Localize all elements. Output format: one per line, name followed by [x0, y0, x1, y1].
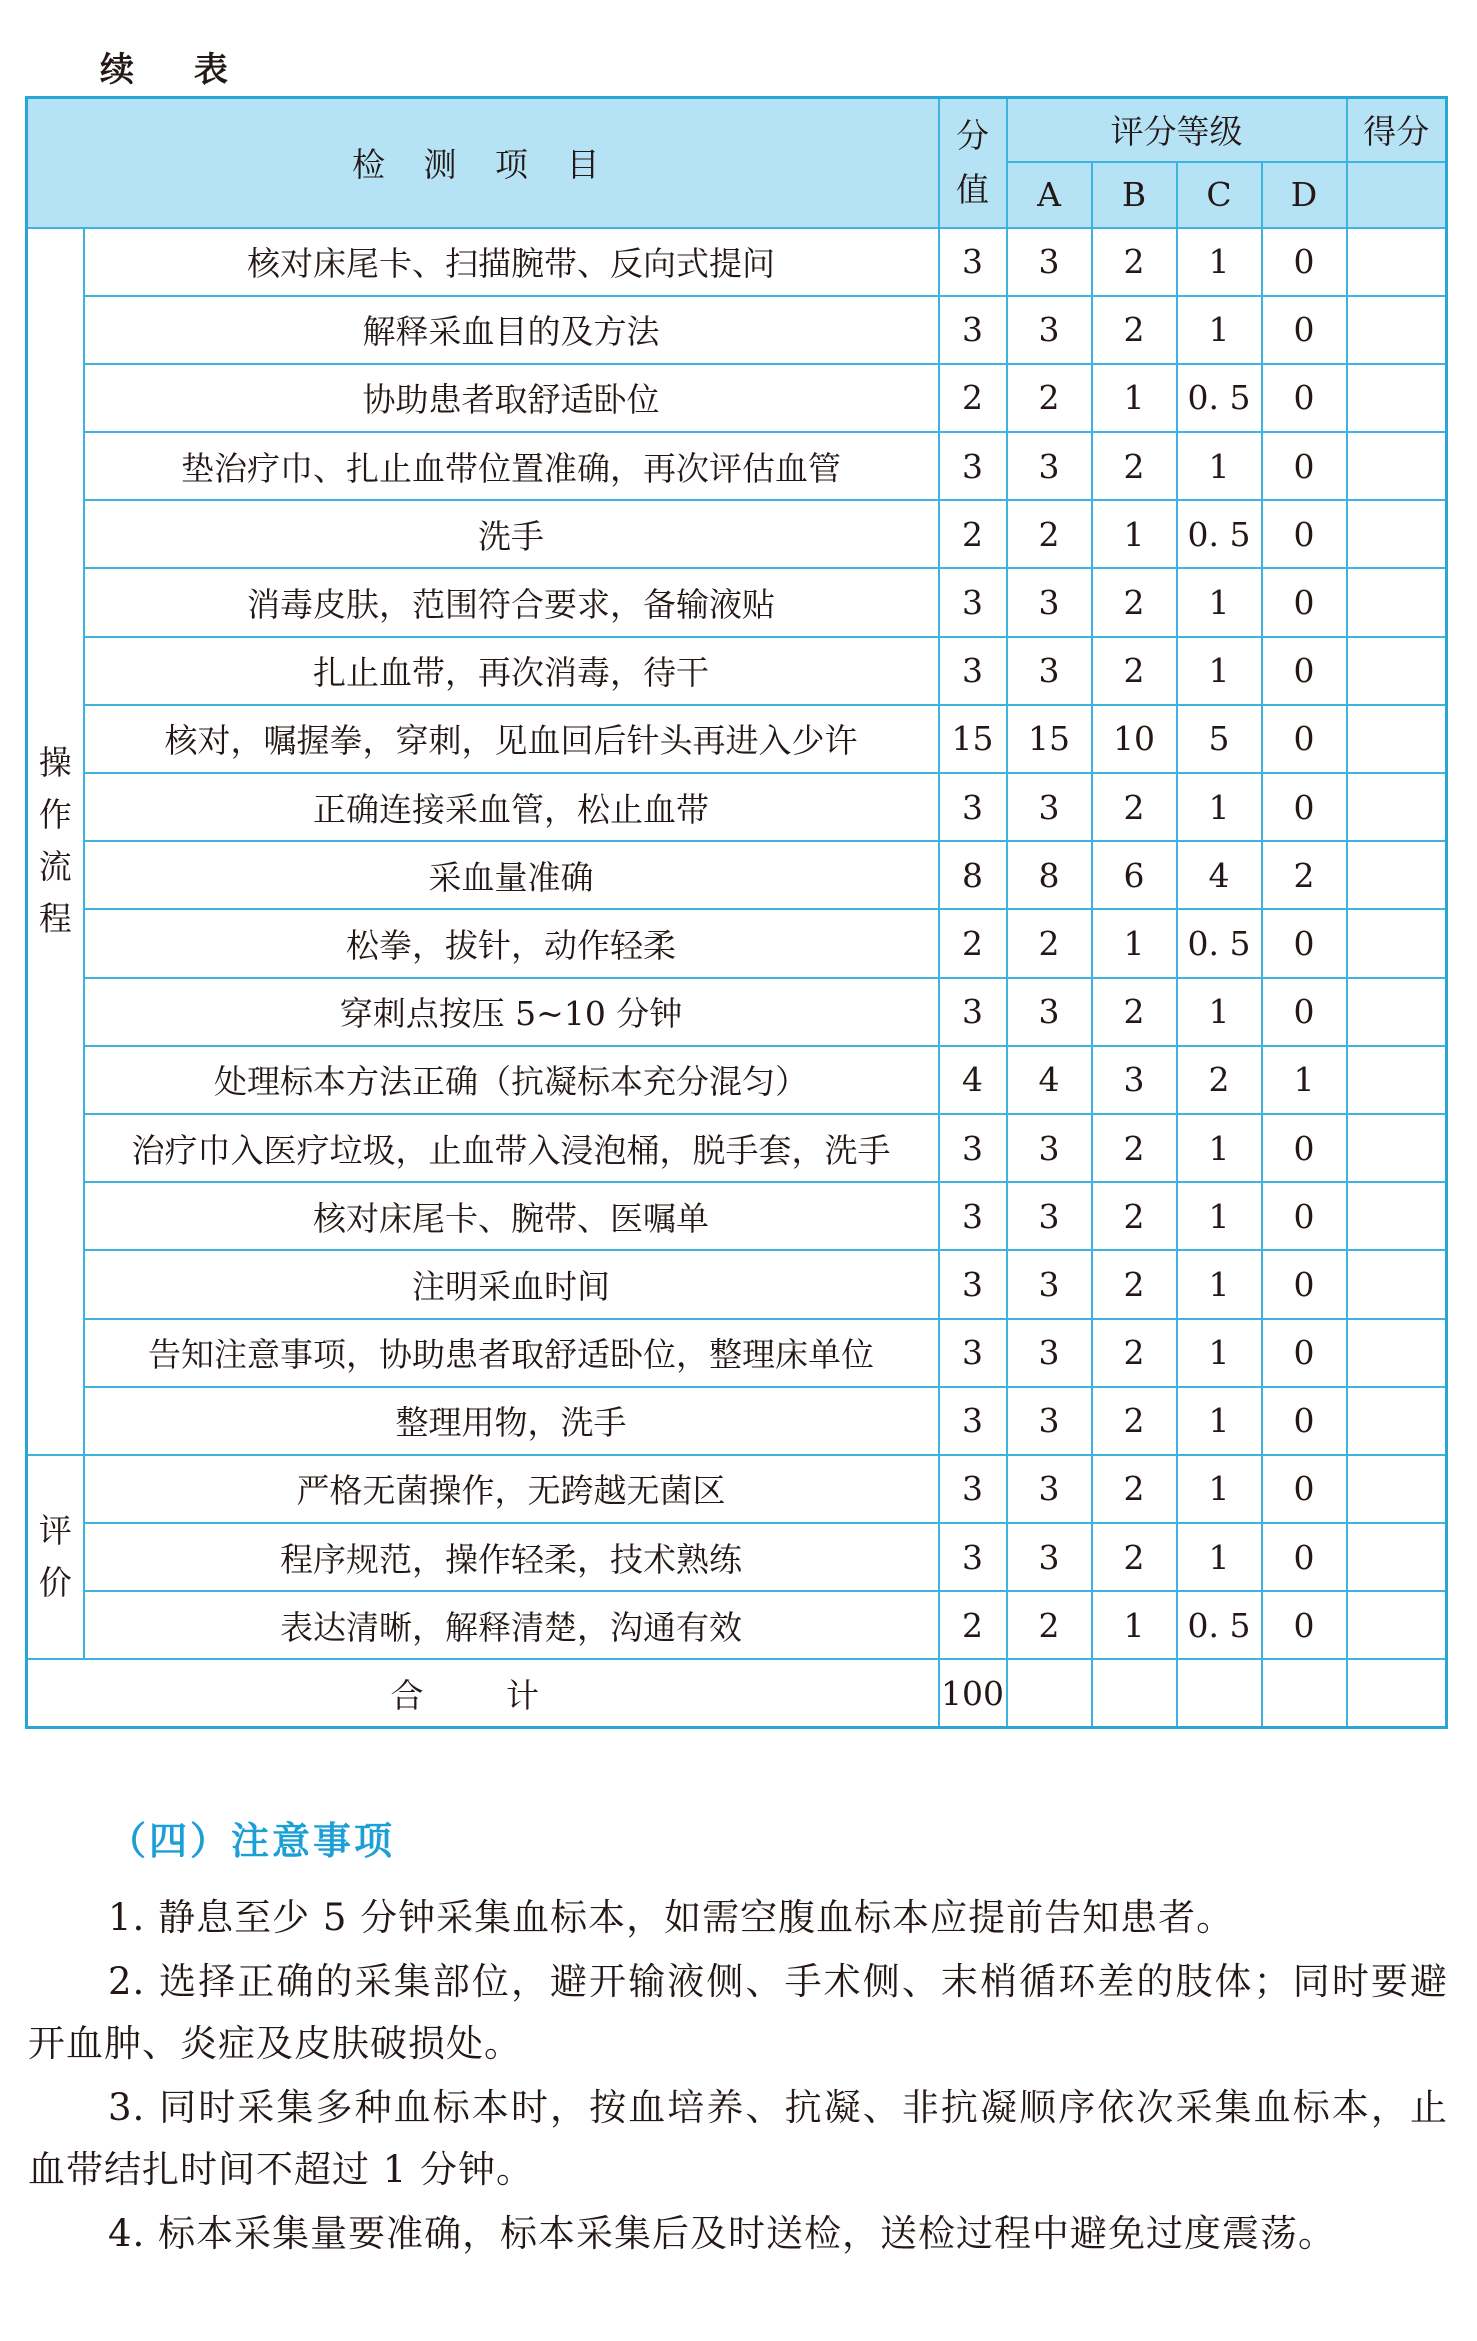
score-cell: [1347, 1387, 1447, 1455]
grade-c-cell: 1: [1177, 773, 1262, 841]
grade-a-cell: 4: [1007, 1046, 1092, 1114]
grade-b-cell: 3: [1092, 1046, 1177, 1114]
score-cell: [1347, 978, 1447, 1046]
grade-b-cell: 6: [1092, 841, 1177, 909]
grade-c-cell: 0. 5: [1177, 1591, 1262, 1659]
grade-d-cell: 0: [1262, 228, 1347, 296]
points-cell: 3: [939, 1182, 1007, 1250]
points-cell: 3: [939, 637, 1007, 705]
score-cell: [1347, 228, 1447, 296]
table-row: [27, 364, 1447, 432]
grade-b-cell: 1: [1092, 500, 1177, 568]
score-cell: [1347, 1523, 1447, 1591]
points-cell: 8: [939, 841, 1007, 909]
grade-d-cell: 0: [1262, 364, 1347, 432]
grade-d-cell: 0: [1262, 1182, 1347, 1250]
item-cell: 治疗巾入医疗垃圾，止血带入浸泡桶，脱手套，洗手: [84, 1114, 939, 1182]
points-cell: 3: [939, 1114, 1007, 1182]
grade-a-cell: 8: [1007, 841, 1092, 909]
grade-a-cell: 3: [1007, 432, 1092, 500]
points-cell: 15: [939, 705, 1007, 773]
grade-a-cell: 2: [1007, 364, 1092, 432]
table-row: [27, 296, 1447, 364]
grade-c-cell: 1: [1177, 978, 1262, 1046]
total-empty-cell: [1007, 1659, 1092, 1727]
points-cell: 3: [939, 1250, 1007, 1318]
table-row: [27, 773, 1447, 841]
grade-d-cell: 1: [1262, 1046, 1347, 1114]
score-cell: [1347, 500, 1447, 568]
grade-b-cell: 10: [1092, 705, 1177, 773]
continued-table-label: 续 表: [100, 50, 252, 90]
grade-c-cell: 1: [1177, 1523, 1262, 1591]
header-grade-a: A: [1007, 162, 1092, 228]
grade-d-cell: 0: [1262, 432, 1347, 500]
grade-c-cell: 0. 5: [1177, 909, 1262, 977]
table-row: [27, 500, 1447, 568]
grade-d-cell: 0: [1262, 909, 1347, 977]
points-cell: 3: [939, 1455, 1007, 1523]
grade-a-cell: 2: [1007, 1591, 1092, 1659]
grade-b-cell: 2: [1092, 1114, 1177, 1182]
grade-c-cell: 0. 5: [1177, 500, 1262, 568]
table-row: [27, 1046, 1447, 1114]
grade-d-cell: 0: [1262, 773, 1347, 841]
grade-a-cell: 3: [1007, 568, 1092, 636]
grade-b-cell: 2: [1092, 637, 1177, 705]
score-cell: [1347, 364, 1447, 432]
grade-a-cell: 3: [1007, 978, 1092, 1046]
grade-d-cell: 0: [1262, 978, 1347, 1046]
item-cell: 穿刺点按压 5~10 分钟: [84, 978, 939, 1046]
total-empty-cell: [1262, 1659, 1347, 1727]
grade-d-cell: 0: [1262, 568, 1347, 636]
grade-c-cell: 1: [1177, 1455, 1262, 1523]
score-cell: [1347, 705, 1447, 773]
note-item: 3. 同时采集多种血标本时，按血培养、抗凝、非抗凝顺序依次采集血标本，止血带结扎时间不超过 1 分钟。: [28, 2086, 1448, 2191]
score-cell: [1347, 909, 1447, 977]
score-cell: [1347, 568, 1447, 636]
grade-d-cell: 0: [1262, 705, 1347, 773]
grade-a-cell: 3: [1007, 1319, 1092, 1387]
points-cell: 3: [939, 296, 1007, 364]
note-item: 4. 标本采集量要准确，标本采集后及时送检，送检过程中避免过度震荡。: [108, 2212, 1337, 2255]
score-cell: [1347, 1319, 1447, 1387]
grade-c-cell: 2: [1177, 1046, 1262, 1114]
table-row: [27, 568, 1447, 636]
table-row: [27, 1591, 1447, 1659]
score-cell: [1347, 637, 1447, 705]
table-body: [27, 228, 1447, 1728]
item-cell: 核对，嘱握拳，穿刺，见血回后针头再进入少许: [84, 705, 939, 773]
grade-b-cell: 2: [1092, 1250, 1177, 1318]
item-cell: 整理用物，洗手: [84, 1387, 939, 1455]
points-cell: 3: [939, 978, 1007, 1046]
table-row: [27, 1250, 1447, 1318]
grade-d-cell: 0: [1262, 1114, 1347, 1182]
grade-a-cell: 3: [1007, 1523, 1092, 1591]
category-cell: [27, 1455, 84, 1660]
points-cell: 3: [939, 773, 1007, 841]
grade-b-cell: 2: [1092, 1523, 1177, 1591]
table-header: [27, 98, 1447, 228]
total-empty-cell: [1092, 1659, 1177, 1727]
table-row: [27, 909, 1447, 977]
grade-d-cell: 0: [1262, 500, 1347, 568]
points-cell: 3: [939, 568, 1007, 636]
grade-a-cell: 3: [1007, 1387, 1092, 1455]
header-item: 检 测 项 目: [27, 98, 939, 228]
grade-a-cell: 3: [1007, 773, 1092, 841]
total-points: 100: [939, 1659, 1007, 1727]
header-grade-group: 评分等级: [1007, 98, 1347, 162]
table-row: [27, 228, 1447, 296]
score-cell: [1347, 1046, 1447, 1114]
score-cell: [1347, 841, 1447, 909]
points-cell: 2: [939, 500, 1007, 568]
grade-b-cell: 2: [1092, 1387, 1177, 1455]
item-cell: 表达清晰，解释清楚，沟通有效: [84, 1591, 939, 1659]
grade-c-cell: 1: [1177, 228, 1262, 296]
grade-c-cell: 1: [1177, 432, 1262, 500]
grade-d-cell: 0: [1262, 296, 1347, 364]
total-label: 合 计: [27, 1659, 939, 1727]
grade-d-cell: 0: [1262, 1523, 1347, 1591]
grade-d-cell: 0: [1262, 1455, 1347, 1523]
category-label: 评价: [38, 1511, 72, 1603]
points-cell: 4: [939, 1046, 1007, 1114]
grade-a-cell: 2: [1007, 909, 1092, 977]
grade-a-cell: 3: [1007, 1455, 1092, 1523]
table-row: [27, 1523, 1447, 1591]
grade-b-cell: 2: [1092, 1182, 1177, 1250]
grade-b-cell: 1: [1092, 909, 1177, 977]
item-cell: 程序规范，操作轻柔，技术熟练: [84, 1523, 939, 1591]
note-item: 1. 静息至少 5 分钟采集血标本，如需空腹血标本应提前告知患者。: [108, 1896, 1235, 1939]
table-row: [27, 1182, 1447, 1250]
points-cell: 2: [939, 1591, 1007, 1659]
grade-d-cell: 2: [1262, 841, 1347, 909]
header-grade-b: B: [1092, 162, 1177, 228]
item-cell: 核对床尾卡、扫描腕带、反向式提问: [84, 228, 939, 296]
grade-a-cell: 3: [1007, 1114, 1092, 1182]
item-cell: 松拳，拔针，动作轻柔: [84, 909, 939, 977]
table-row: [27, 978, 1447, 1046]
score-cell: [1347, 773, 1447, 841]
item-cell: 注明采血时间: [84, 1250, 939, 1318]
points-cell: 2: [939, 909, 1007, 977]
header-score: 得分: [1347, 98, 1447, 162]
grade-d-cell: 0: [1262, 1591, 1347, 1659]
item-cell: 扎止血带，再次消毒，待干: [84, 637, 939, 705]
table-row: [27, 841, 1447, 909]
grade-d-cell: 0: [1262, 637, 1347, 705]
grade-c-cell: 1: [1177, 1182, 1262, 1250]
grade-c-cell: 1: [1177, 296, 1262, 364]
grade-b-cell: 2: [1092, 773, 1177, 841]
grade-c-cell: 1: [1177, 568, 1262, 636]
grade-c-cell: 0. 5: [1177, 364, 1262, 432]
table-row: [27, 1319, 1447, 1387]
table-row: [27, 1455, 1447, 1523]
grade-b-cell: 2: [1092, 1455, 1177, 1523]
header-grade-c: C: [1177, 162, 1262, 228]
notes-heading: （四）注意事项: [108, 1819, 396, 1863]
grade-a-cell: 3: [1007, 1182, 1092, 1250]
grade-b-cell: 2: [1092, 228, 1177, 296]
item-cell: 告知注意事项，协助患者取舒适卧位，整理床单位: [84, 1319, 939, 1387]
item-cell: 洗手: [84, 500, 939, 568]
total-empty-cell: [1177, 1659, 1262, 1727]
item-cell: 严格无菌操作，无跨越无菌区: [84, 1455, 939, 1523]
grade-b-cell: 2: [1092, 978, 1177, 1046]
grade-b-cell: 2: [1092, 568, 1177, 636]
item-cell: 正确连接采血管，松止血带: [84, 773, 939, 841]
score-cell: [1347, 1182, 1447, 1250]
item-cell: 协助患者取舒适卧位: [84, 364, 939, 432]
score-cell: [1347, 432, 1447, 500]
total-row: [27, 1659, 1447, 1727]
grade-c-cell: 1: [1177, 1114, 1262, 1182]
grade-c-cell: 1: [1177, 1387, 1262, 1455]
points-cell: 3: [939, 432, 1007, 500]
grade-a-cell: 15: [1007, 705, 1092, 773]
note-item: 2. 选择正确的采集部位，避开输液侧、手术侧、末梢循环差的肢体；同时要避开血肿、炎症及皮肤破损处。: [28, 1960, 1448, 2065]
item-cell: 采血量准确: [84, 841, 939, 909]
grade-a-cell: 3: [1007, 228, 1092, 296]
table-row: [27, 432, 1447, 500]
notes-section: [28, 1810, 1448, 2267]
grade-c-cell: 1: [1177, 637, 1262, 705]
grade-b-cell: 1: [1092, 1591, 1177, 1659]
scoring-table: [25, 96, 1448, 1729]
header-score-blank: [1347, 162, 1447, 228]
points-cell: 3: [939, 228, 1007, 296]
grade-d-cell: 0: [1262, 1250, 1347, 1318]
grade-c-cell: 1: [1177, 1319, 1262, 1387]
header-grade-d: D: [1262, 162, 1347, 228]
grade-a-cell: 2: [1007, 500, 1092, 568]
points-cell: 2: [939, 364, 1007, 432]
points-cell: 3: [939, 1387, 1007, 1455]
table-row: [27, 1114, 1447, 1182]
table-row: [27, 637, 1447, 705]
grade-b-cell: 2: [1092, 432, 1177, 500]
grade-c-cell: 4: [1177, 841, 1262, 909]
grade-a-cell: 3: [1007, 1250, 1092, 1318]
score-cell: [1347, 1455, 1447, 1523]
grade-b-cell: 2: [1092, 1319, 1177, 1387]
grade-d-cell: 0: [1262, 1387, 1347, 1455]
item-cell: 垫治疗巾、扎止血带位置准确，再次评估血管: [84, 432, 939, 500]
header-points: 分值: [939, 98, 1007, 228]
points-cell: 3: [939, 1523, 1007, 1591]
grade-d-cell: 0: [1262, 1319, 1347, 1387]
category-cell: [27, 228, 84, 1455]
category-label: 操作流程: [38, 743, 72, 939]
item-cell: 处理标本方法正确（抗凝标本充分混匀）: [84, 1046, 939, 1114]
table-row: [27, 1387, 1447, 1455]
points-cell: 3: [939, 1319, 1007, 1387]
score-cell: [1347, 1250, 1447, 1318]
grade-a-cell: 3: [1007, 296, 1092, 364]
item-cell: 核对床尾卡、腕带、医嘱单: [84, 1182, 939, 1250]
grade-c-cell: 1: [1177, 1250, 1262, 1318]
grade-c-cell: 5: [1177, 705, 1262, 773]
grade-a-cell: 3: [1007, 637, 1092, 705]
grade-b-cell: 1: [1092, 364, 1177, 432]
item-cell: 解释采血目的及方法: [84, 296, 939, 364]
grade-b-cell: 2: [1092, 296, 1177, 364]
item-cell: 消毒皮肤，范围符合要求，备输液贴: [84, 568, 939, 636]
total-empty-cell: [1347, 1659, 1447, 1727]
score-cell: [1347, 296, 1447, 364]
score-cell: [1347, 1591, 1447, 1659]
table-row: [27, 705, 1447, 773]
score-cell: [1347, 1114, 1447, 1182]
